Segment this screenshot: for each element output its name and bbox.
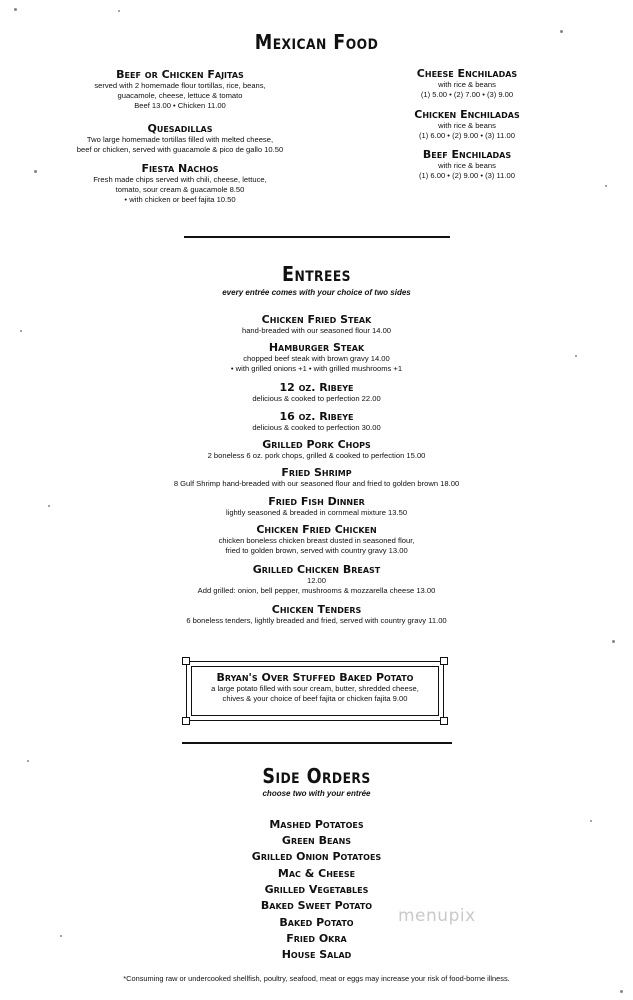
menu-item-nachos	[70, 162, 290, 205]
item-desc: chopped beef steak with brown gravy 14.00	[243, 354, 390, 363]
side-item: Green Beans	[281, 834, 352, 847]
entrees-subheading: every entrée comes with your choice of two sides	[222, 288, 411, 297]
frame-corner	[182, 657, 190, 665]
side-item: Mac & Cheese	[277, 867, 356, 880]
speck	[620, 990, 623, 993]
item-name: Grilled Chicken Breast	[252, 563, 381, 576]
item-desc: delicious & cooked to perfection 22.00	[252, 394, 381, 403]
item-desc: guacamole, cheese, lettuce & tomato	[117, 91, 243, 100]
menu-item-chicken-tenders	[0, 603, 633, 626]
item-name: Chicken Fried Chicken	[256, 523, 377, 536]
item-name: Beef or Chicken Fajitas	[116, 68, 244, 81]
item-name: Bryan's Over Stuffed Baked Potato	[216, 671, 414, 684]
side-item: Grilled Onion Potatoes	[251, 850, 382, 863]
menu-item-quesadillas	[70, 122, 290, 155]
menu-item-baked-potato	[191, 666, 439, 716]
menu-item-16oz-ribeye	[0, 410, 633, 433]
side-orders-heading: Side Orders	[262, 764, 371, 788]
item-desc: Beef 13.00 • Chicken 11.00	[134, 101, 226, 110]
item-name: Cheese Enchiladas	[416, 67, 518, 80]
entrees-heading: Entrees	[281, 262, 351, 286]
frame-corner	[440, 717, 448, 725]
item-desc: chicken boneless chicken breast dusted in seasoned flour,	[218, 536, 415, 545]
section-divider	[182, 742, 452, 744]
side-item: Mashed Potatoes	[269, 818, 364, 831]
item-desc: (1) 5.00 • (2) 7.00 • (3) 9.00	[420, 90, 514, 99]
item-desc: • with chicken or beef fajita 10.50	[124, 195, 236, 204]
mexican-food-heading: Mexican Food	[254, 30, 379, 54]
item-desc: beef or chicken, served with guacamole & pico de gallo 10.50	[76, 145, 284, 154]
item-desc: fried to golden brown, served with country gravy 13.00	[225, 546, 408, 555]
item-desc: (1) 6.00 • (2) 9.00 • (3) 11.00	[419, 171, 515, 180]
item-desc: 2 boneless 6 oz. pork chops, grilled & cooked to perfection 15.00	[207, 451, 426, 460]
side-item: Baked Potato	[279, 916, 354, 929]
item-desc: with rice & beans	[438, 161, 496, 170]
food-safety-footnote: *Consuming raw or undercooked shellfish, poultry, seafood, meat or eggs may increase your risk of food-borne illness.	[123, 974, 510, 983]
speck	[34, 170, 37, 173]
item-desc: with rice & beans	[438, 80, 496, 89]
item-name: Fried Shrimp	[281, 466, 352, 479]
item-desc: Add grilled: onion, bell pepper, mushrooms & mozzarella cheese 13.00	[197, 586, 436, 595]
section-divider	[184, 236, 450, 238]
item-desc: 6 boneless tenders, lightly breaded and fried, served with country gravy 11.00	[186, 616, 447, 625]
item-desc: delicious & cooked to perfection 30.00	[252, 423, 381, 432]
menu-item-cheese-enchiladas	[392, 67, 542, 100]
item-name: Chicken Fried Steak	[261, 313, 372, 326]
menu-item-fried-shrimp	[0, 466, 633, 489]
item-desc: a large potato filled with sour cream, butter, shredded cheese,	[211, 684, 419, 693]
item-desc: 12.00	[306, 576, 326, 585]
item-name: Hamburger Steak	[268, 341, 365, 354]
item-name: 16 oz. Ribeye	[279, 410, 354, 423]
speck	[612, 640, 615, 643]
speck	[118, 10, 120, 12]
speck	[605, 185, 607, 187]
menu-item-pork-chops	[0, 438, 633, 461]
item-desc: lightly seasoned & breaded in cornmeal mixture 13.50	[225, 508, 408, 517]
item-desc: (1) 6.00 • (2) 9.00 • (3) 11.00	[419, 131, 515, 140]
item-name: Fried Fish Dinner	[268, 495, 365, 508]
menu-item-12oz-ribeye	[0, 381, 633, 404]
item-name: 12 oz. Ribeye	[279, 381, 354, 394]
frame-corner	[182, 717, 190, 725]
side-item: House Salad	[281, 948, 352, 961]
menu-item-fajitas	[70, 68, 290, 111]
menu-item-chicken-fried-chicken	[0, 523, 633, 556]
item-desc: Fresh made chips served with chili, cheese, lettuce,	[93, 175, 267, 184]
item-name: Beef Enchiladas	[422, 148, 512, 161]
menu-item-fried-fish	[0, 495, 633, 518]
special-item-frame	[186, 661, 444, 721]
item-desc: with rice & beans	[438, 121, 496, 130]
side-item: Fried Okra	[286, 932, 347, 945]
menu-item-chicken-enchiladas	[392, 108, 542, 141]
item-desc: Two large homemade tortillas filled with melted cheese,	[86, 135, 274, 144]
frame-corner	[440, 657, 448, 665]
speck	[27, 760, 29, 762]
menupix-watermark: menupix	[398, 906, 476, 926]
item-desc: hand-breaded with our seasoned flour 14.00	[241, 326, 392, 335]
item-name: Grilled Pork Chops	[262, 438, 371, 451]
item-name: Chicken Enchiladas	[414, 108, 520, 121]
item-desc: tomato, sour cream & guacamole 8.50	[115, 185, 245, 194]
side-item: Baked Sweet Potato	[260, 899, 373, 912]
item-name: Chicken Tenders	[271, 603, 362, 616]
item-name: Quesadillas	[147, 122, 213, 135]
menu-item-hamburger-steak	[0, 341, 633, 374]
item-name: Fiesta Nachos	[141, 162, 219, 175]
menu-item-chicken-fried-steak	[0, 313, 633, 336]
speck	[14, 8, 17, 11]
item-desc: 8 Gulf Shrimp hand-breaded with our seasoned flour and fried to golden brown 18.00	[173, 479, 460, 488]
item-desc: • with grilled onions +1 • with grilled mushrooms +1	[230, 364, 403, 373]
item-desc: chives & your choice of beef fajita or chicken fajita 9.00	[222, 694, 408, 703]
menu-item-grilled-chicken-breast	[0, 563, 633, 596]
item-desc: served with 2 homemade flour tortillas, rice, beans,	[94, 81, 266, 90]
side-item: Grilled Vegetables	[264, 883, 369, 896]
side-orders-subheading: choose two with your entrée	[262, 789, 371, 798]
menu-item-beef-enchiladas	[392, 148, 542, 181]
